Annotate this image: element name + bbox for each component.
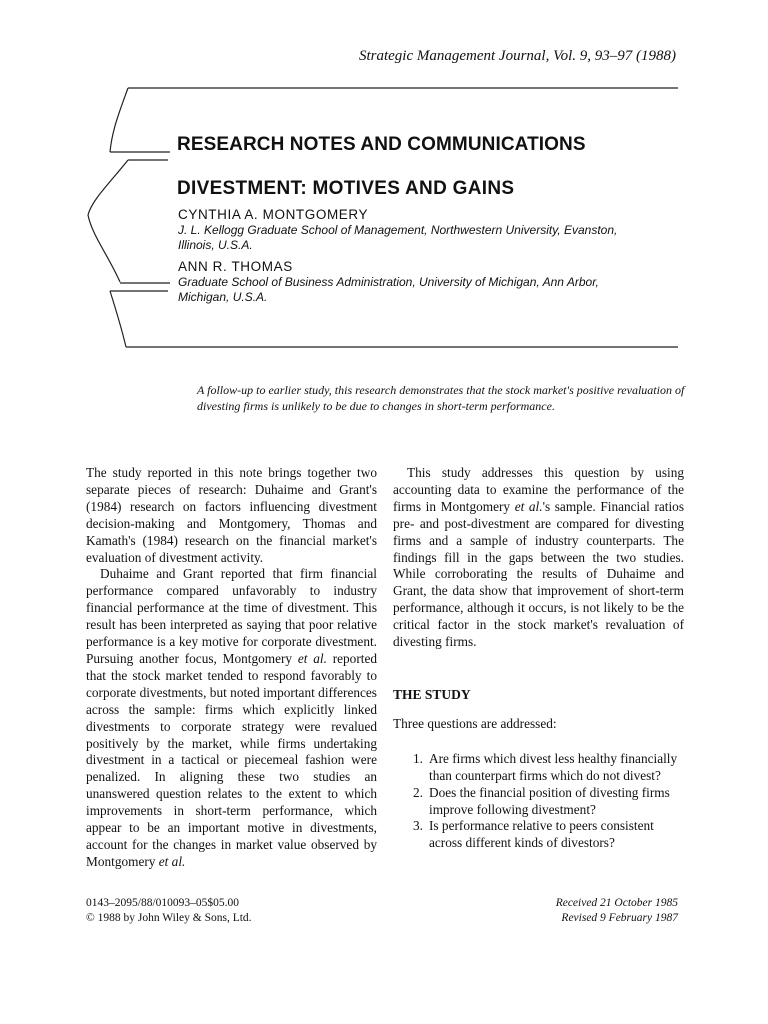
abstract: A follow-up to earlier study, this research demonstrates that the stock market's positive revaluation of divesting firms is unlikely to be due to changes in short-term performance. — [197, 383, 685, 413]
author-name: CYNTHIA A. MONTGOMERY — [178, 207, 369, 222]
affiliation-line: Graduate School of Business Administration, University of Michigan, Ann Arbor, — [178, 275, 599, 289]
copyright: © 1988 by John Wiley & Sons, Ltd. — [86, 912, 252, 924]
paragraph-text: 's sample. Financial ratios pre- and post-divestment are compared for divesting firms and a sample of industry counterparts. The findings fill in the gaps between the two studies. While corroborating the results of Duhaime and Grant, the data show that improvement of short-term performance, although it occurs, is not likely to be the critical factor in the stock market's revaluation of divesting firms. — [393, 498, 684, 650]
paragraph-text: reported that the stock market tended to respond favorably to corporate divestments, but noted important differences across the sample: firms which explicitly linked divestments to corporate strategy were revalued positively by the market, while firms undertaking divestment in a tactical or piecemeal fashion were penalized. In aligning these two studies an unanswered question relates to the extent to which improvements in short-term performance, which appear to be an important motive in divestments, account for the changes in market value observed by Montgomery — [86, 650, 378, 869]
decorative-bracket-lines — [0, 0, 768, 400]
paper-title: DIVESTMENT: MOTIVES AND GAINS — [177, 178, 515, 199]
list-text: Are firms which divest less healthy financially than counterpart firms which do not divest? — [429, 750, 678, 783]
list-number: 1. — [413, 750, 423, 766]
paragraph-text: This study addresses this question by using accounting data to examine the performance of the firms in Montgomery — [393, 465, 684, 514]
paragraph: The study reported in this note brings together two separate pieces of research: Duhaime and Grant's (1984) research on factors influencing divestment decision-making and Montgomery, Thomas and Kamath's (1984) research on the financial market's evaluation of divestment activity. — [86, 465, 377, 565]
affiliation-line: J. L. Kellogg Graduate School of Management, Northwestern University, Evanston, — [178, 223, 618, 237]
list-number: 3. — [413, 818, 423, 834]
paragraph-text: Duhaime and Grant reported that firm financial performance compared unfavorably to industry financial performance at the time of divestment. This result has been interpreted as saying that poor relative performance is a key motive for corporate divestment. Pursuing another focus, Montgomery — [86, 566, 377, 666]
list-text: Is performance relative to peers consistent across different kinds of divestors? — [429, 818, 654, 851]
author-affiliation — [178, 275, 678, 305]
list-item — [393, 751, 684, 785]
footer-right — [556, 896, 678, 926]
author-affiliation — [178, 223, 678, 253]
author-name: ANN R. THOMAS — [178, 259, 293, 274]
footer-left — [86, 896, 252, 926]
et-al: et al. — [158, 853, 186, 869]
affiliation-line: Michigan, U.S.A. — [178, 290, 268, 304]
section-title: RESEARCH NOTES AND COMMUNICATIONS — [177, 134, 586, 155]
questions-list — [393, 751, 684, 852]
et-al: et al. — [514, 498, 543, 514]
received-date: Received 21 October 1985 — [555, 897, 678, 909]
section-heading: THE STUDY — [393, 686, 471, 702]
list-text: Does the financial position of divesting firms improve following divestment? — [429, 784, 670, 817]
list-item — [393, 785, 684, 819]
list-item — [393, 818, 684, 852]
issn-code: 0143–2095/88/010093–05$05.00 — [86, 897, 240, 909]
journal-citation: Strategic Management Journal, Vol. 9, 93–97 (1988) — [358, 48, 676, 64]
paragraph — [393, 465, 684, 651]
questions-intro: Three questions are addressed: — [393, 715, 557, 731]
affiliation-line: Illinois, U.S.A. — [178, 238, 253, 252]
list-number: 2. — [413, 784, 423, 800]
revised-date: Revised 9 February 1987 — [561, 912, 678, 924]
et-al: et al. — [297, 650, 327, 666]
body-column-right — [393, 465, 684, 852]
body-column-left — [86, 465, 377, 871]
paragraph — [86, 566, 377, 870]
